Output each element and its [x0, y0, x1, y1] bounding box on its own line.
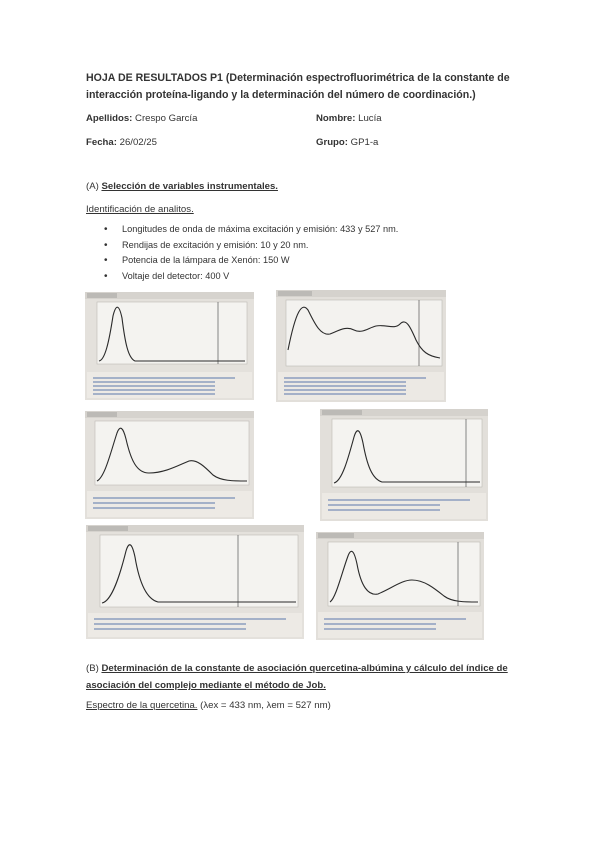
spectrum-photo-2: [276, 290, 446, 402]
nombre-field: [316, 113, 382, 124]
spectrum-photo-5: [86, 525, 304, 639]
section-b-prefix: (B): [86, 663, 99, 674]
spectrum-image-5: [86, 525, 304, 639]
apellidos-label: Apellidos:: [86, 113, 133, 124]
section-a-heading: [86, 181, 278, 192]
list-item: • Voltaje del detector: 400 V: [100, 269, 398, 285]
spectrum-photo-4: [320, 409, 488, 521]
section-a-prefix: (A): [86, 181, 99, 192]
spectrum-image-3: [85, 411, 254, 519]
spectrum-image-2: [276, 290, 446, 402]
list-item: • Potencia de la lámpara de Xenón: 150 W: [100, 253, 398, 269]
spectrum-image-6: [316, 532, 484, 640]
spectrum-photo-1: [85, 292, 254, 400]
section-a-title: Selección de variables instrumentales.: [101, 181, 278, 192]
apellidos-field: [86, 113, 197, 124]
fecha-label: Fecha:: [86, 137, 117, 148]
section-b-title: Determinación de la constante de asociación quercetina-albúmina y cálculo del índice de asociación del complejo mediante el método de Job.: [86, 663, 508, 691]
quercetin-spectrum-line: [86, 700, 331, 711]
nombre-label: Nombre:: [316, 113, 356, 124]
grupo-label: Grupo:: [316, 137, 348, 148]
title-bold: HOJA DE RESULTADOS P1: [86, 72, 223, 84]
spectrum-photo-6: [316, 532, 484, 640]
quercetin-spectrum-params: (λex = 433 nm, λem = 527 nm): [200, 700, 331, 711]
grupo-field: [316, 137, 378, 148]
spectrum-image-4: [320, 409, 488, 521]
apellidos-value: Crespo García: [135, 113, 198, 124]
list-item: • Rendijas de excitación y emisión: 10 y 20 nm.: [100, 238, 398, 254]
title-rest: (Determinación espectrofluorimétrica de la constante de interacción proteína-ligando y la determinación del número de coordinación.): [86, 72, 510, 101]
quercetin-spectrum-label: Espectro de la quercetina.: [86, 700, 198, 711]
instrument-settings-list: [100, 222, 398, 284]
section-a-subheading: Identificación de analitos.: [86, 204, 194, 215]
list-item: • Longitudes de onda de máxima excitación y emisión: 433 y 527 nm.: [100, 222, 398, 238]
fecha-value: 26/02/25: [119, 137, 157, 148]
nombre-value: Lucía: [358, 113, 382, 124]
fecha-field: [86, 137, 157, 148]
grupo-value: GP1-a: [350, 137, 379, 148]
spectrum-photo-3: [85, 411, 254, 519]
section-b-heading: [86, 660, 526, 694]
page-title: [86, 70, 526, 104]
spectrum-image-1: [85, 292, 254, 400]
